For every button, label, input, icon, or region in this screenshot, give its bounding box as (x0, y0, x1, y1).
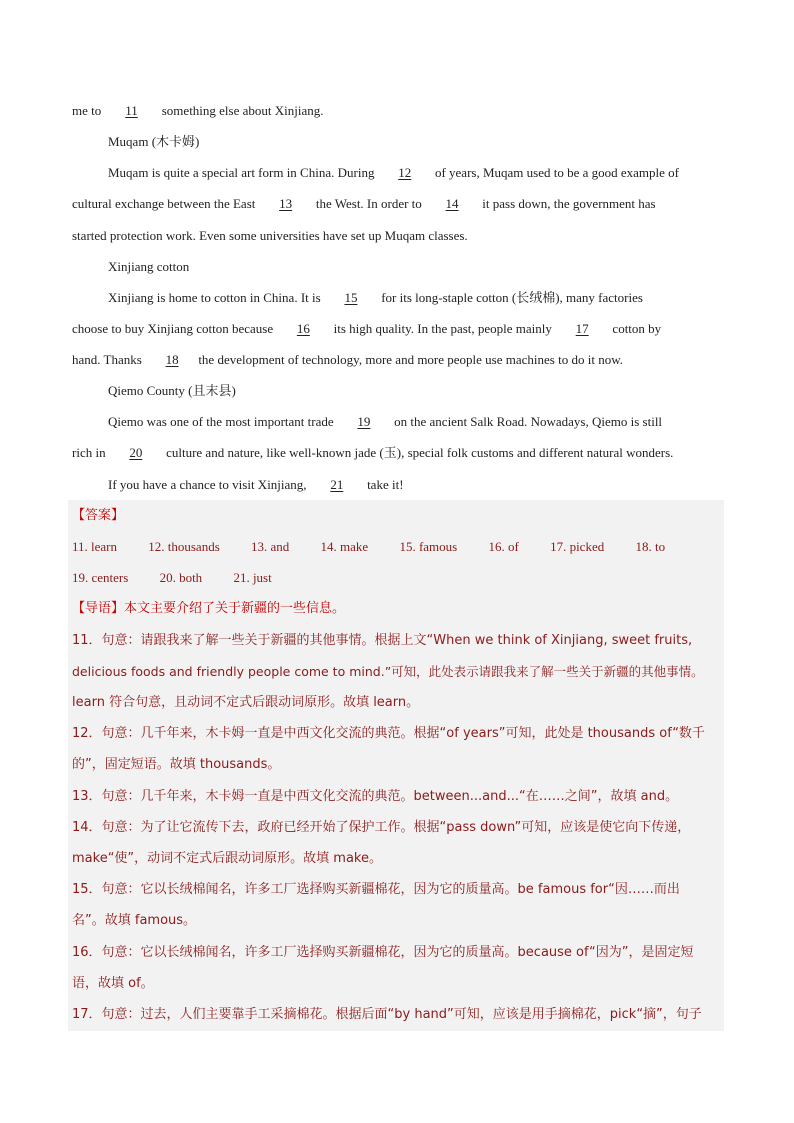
explanation-line: 15．句意：它以长绒棉闻名，许多工厂选择购买新疆棉花，因为它的质量高。be famous for“因……而出 (72, 882, 680, 897)
blank-19: 19 (357, 414, 371, 429)
explanation-line: 的”，固定短语。故填 thousands。 (72, 757, 281, 772)
blank-17: 17 (575, 321, 589, 336)
explanation-line: 12．句意：几千年来，木卡姆一直是中西文化交流的典范。根据“of years”可知，此处是 thousands of“数千 (72, 726, 705, 741)
answer-row (72, 538, 722, 556)
passage-line: started protection work. Even some universities have set up Muqam classes. (72, 228, 468, 243)
answer-item: 17. picked (550, 539, 605, 554)
explanation-line: 17．句意：过去，人们主要靠手工采摘棉花。根据后面“by hand”可知，应该是用手摘棉花，pick“摘”，句子 (72, 1007, 702, 1022)
answer-item: 18. to (635, 539, 666, 554)
passage-line: If you have a chance to visit Xinjiang, 21 take it! (108, 477, 404, 492)
section-heading: Muqam (木卡姆) (108, 134, 200, 149)
blank-21: 21 (330, 477, 344, 492)
answer-item: 11. learn (72, 539, 117, 554)
passage-line: Muqam is quite a special art form in China. During 12 of years, Muqam used to be a good example of (108, 165, 679, 180)
blank-13: 13 (279, 196, 293, 211)
blank-20: 20 (129, 445, 143, 460)
explanation-line: delicious foods and friendly people come to mind.”可知，此处表示请跟我来了解一些关于新疆的其他事情。 (72, 664, 704, 679)
passage-line: hand. Thanks 18 the development of technology, more and more people use machines to do it now. (72, 352, 623, 367)
answer-item: 19. centers (72, 570, 129, 585)
explanation-line: learn 符合句意，且动词不定式后跟动词原形。故填 learn。 (72, 695, 420, 710)
guide-intro: 【导语】本文主要介绍了关于新疆的一些信息。 (72, 601, 346, 616)
answer-item: 13. and (251, 539, 290, 554)
explanation-line: 14．句意：为了让它流传下去，政府已经开始了保护工作。根据“pass down”可知，应该是使它向下传递， (72, 820, 691, 835)
answer-item: 15. famous (399, 539, 458, 554)
section-heading: Xinjiang cotton (108, 259, 190, 274)
answer-item: 16. of (488, 539, 519, 554)
passage-line: choose to buy Xinjiang cotton because 16 its high quality. In the past, people mainly 17 cotton by (72, 321, 662, 336)
blank-18: 18 (165, 352, 179, 367)
section-heading: Qiemo County (且末县) (108, 383, 236, 398)
passage-line: rich in 20 culture and nature, like well-known jade (玉), special folk customs and different natural wonders. (72, 445, 674, 460)
blank-11: 11 (125, 103, 138, 118)
answer-item: 21. just (233, 570, 272, 585)
blank-12: 12 (398, 165, 412, 180)
blank-14: 14 (445, 196, 459, 211)
blank-15: 15 (344, 290, 358, 305)
passage-line: me to 11 something else about Xinjiang. (72, 103, 324, 118)
explanation-line: make“使”，动词不定式后跟动词原形。故填 make。 (72, 851, 382, 866)
passage-line: cultural exchange between the East 13 the West. In order to 14 it pass down, the government has (72, 196, 656, 211)
explanation-line: 名”。故填 famous。 (72, 913, 197, 928)
explanation-line: 语，故填 of。 (72, 976, 154, 991)
passage-line: Xinjiang is home to cotton in China. It is 15 for its long-staple cotton (长绒棉), many factories (108, 290, 643, 305)
answer-item: 14. make (320, 539, 369, 554)
passage-line: Qiemo was one of the most important trade 19 on the ancient Salk Road. Nowadays, Qiemo is still (108, 414, 663, 429)
explanation-line: 13．句意：几千年来，木卡姆一直是中西文化交流的典范。between...and...“在……之间”，故填 and。 (72, 789, 679, 804)
answer-item: 12. thousands (148, 539, 220, 554)
explanation-line: 11．句意：请跟我来了解一些关于新疆的其他事情。根据上文“When we think of Xinjiang, sweet fruits, (72, 633, 693, 648)
answer-item: 20. both (159, 570, 203, 585)
blank-16: 16 (296, 321, 310, 336)
explanation-line: 16．句意：它以长绒棉闻名，许多工厂选择购买新疆棉花，因为它的质量高。because of“因为”，是固定短 (72, 945, 694, 960)
answer-heading: 【答案】 (72, 508, 125, 523)
answer-row (72, 569, 722, 587)
